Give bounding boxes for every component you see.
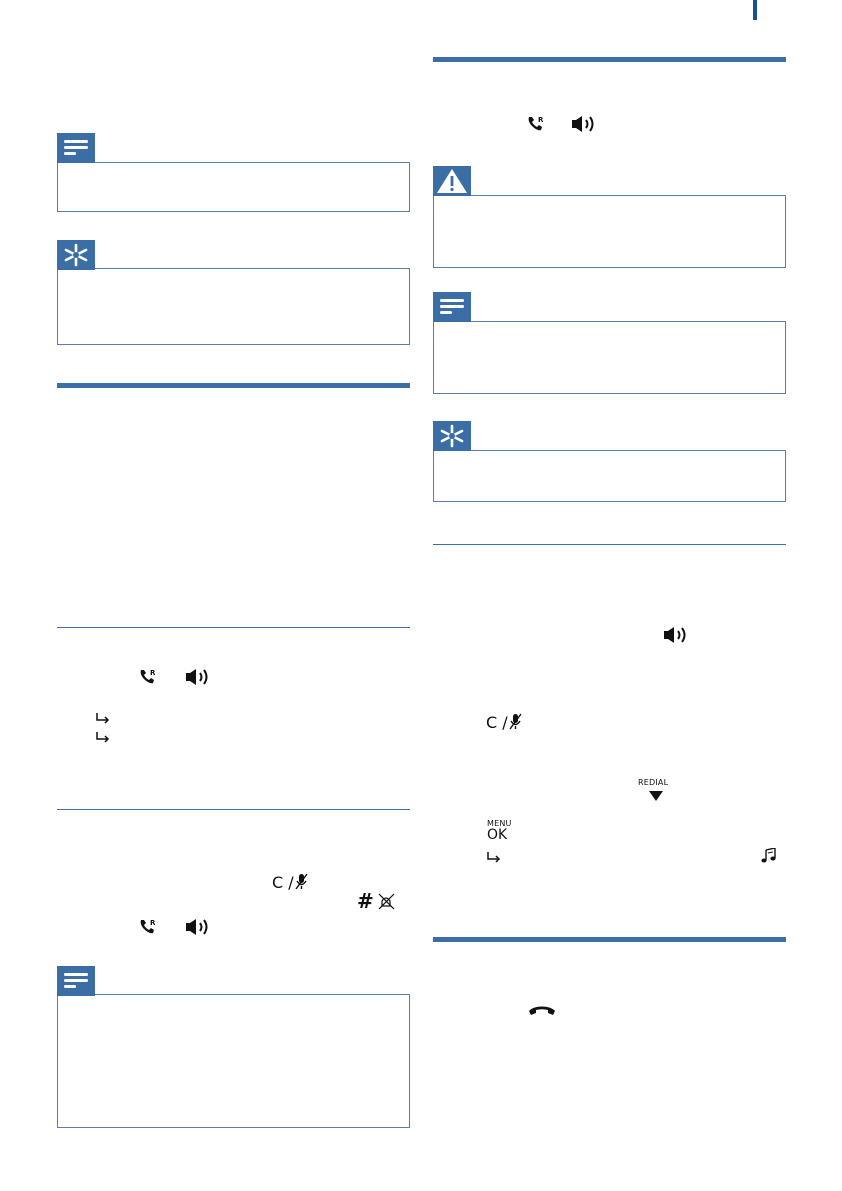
note-icon [57, 966, 95, 996]
tip-icon [433, 421, 471, 451]
note-callout-box [433, 321, 786, 394]
tip-icon [57, 240, 95, 270]
clear-mute-icon [272, 872, 310, 892]
crop-mark [753, 0, 757, 20]
section-rule [433, 937, 786, 942]
speaker-icon [184, 667, 214, 687]
svg-text:C /: C / [486, 713, 508, 732]
svg-text:R: R [538, 116, 544, 124]
speaker-icon [184, 917, 214, 937]
speaker-icon [570, 114, 600, 134]
svg-text:#: # [357, 890, 374, 912]
speaker-icon [662, 625, 692, 645]
ringtone-icon [760, 848, 778, 864]
note-callout-box [57, 994, 410, 1128]
clear-mute-icon [486, 712, 524, 732]
end-call-icon [526, 1002, 558, 1018]
talk-recall-icon [138, 667, 158, 687]
talk-recall-icon [526, 114, 546, 134]
svg-text:C /: C / [272, 873, 294, 892]
svg-text:R: R [150, 669, 156, 677]
menu-label: MENU [487, 819, 512, 828]
redial-label: REDIAL [638, 778, 669, 787]
note-callout-box [57, 162, 410, 212]
warning-icon [433, 166, 471, 196]
subsection-rule [57, 809, 410, 810]
result-arrow-icon [486, 851, 502, 863]
ok-label: OK [487, 827, 508, 843]
warning-callout-box [433, 195, 786, 268]
note-icon [433, 292, 471, 322]
section-rule [433, 57, 786, 62]
tip-callout-box [433, 450, 786, 502]
redial-down-icon [648, 790, 664, 802]
svg-text:R: R [150, 919, 156, 927]
subsection-rule [57, 627, 410, 628]
subsection-rule [433, 544, 786, 545]
note-icon [57, 133, 95, 163]
tip-callout-box [57, 268, 410, 345]
result-arrow-icon [95, 731, 111, 743]
section-rule [57, 383, 410, 388]
result-arrow-icon [95, 712, 111, 724]
hash-silent-icon [357, 890, 397, 912]
talk-recall-icon [138, 917, 158, 937]
